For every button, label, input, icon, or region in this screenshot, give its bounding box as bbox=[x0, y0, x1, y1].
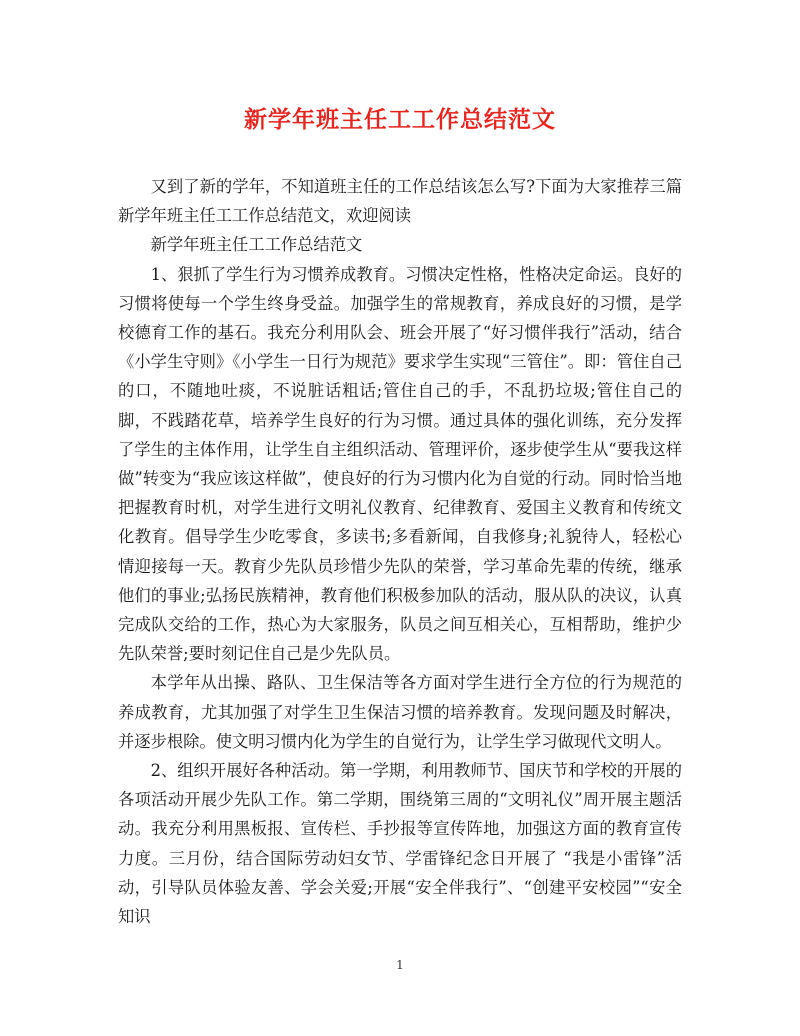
page-number: 1 bbox=[396, 958, 404, 972]
paragraph-2: 本学年从出操、路队、卫生保洁等各方面对学生进行全方位的行为规范的养成教育，尤其加强了对学生卫生保洁习惯的培养教育。发现问题及时解决，并逐步根除。使文明习惯内化为学生的自觉行为，让学生学习做现代文明人。 bbox=[118, 673, 682, 751]
paragraph-intro: 又到了新的学年，不知道班主任的工作总结该怎么写?下面为大家推荐三篇新学年班主任工工作总结范文，欢迎阅读 bbox=[118, 177, 682, 226]
document-title: 新学年班主任工工作总结范文 bbox=[244, 106, 556, 133]
document-body bbox=[118, 172, 682, 931]
paragraph-1: 1、狠抓了学生行为习惯养成教育。习惯决定性格，性格决定命运。良好的习惯将使每一个学生终身受益。加强学生的常规教育，养成良好的习惯，是学校德育工作的基石。我充分利用队会、班会开展了“好习惯伴我行”活动，结合《小学生守则》《小学生一日行为规范》要求学生实现“三管住”。即：管住自己的口，不随地吐痰，不说脏话粗话;管住自己的手，不乱扔垃圾;管住自己的脚，不践踏花草，培养学生良好的行为习惯。通过具体的强化训练，充分发挥了学生的主体作用，让学生自主组织活动、管理评价，逐步使学生从“要我这样做”转变为“我应该这样做”，使良好的行为习惯内化为自觉的行动。同时恰当地把握教育时机，对学生进行文明礼仪教育、纪律教育、爱国主义教育和传统文化教育。倡导学生少吃零食，多读书;多看新闻，自我修身;礼貌待人，轻松心情迎接每一天。教育少先队员珍惜少先队的荣誉，学习革命先辈的传统，继承他们的事业;弘扬民族精神，教育他们积极参加队的活动，服从队的决议，认真完成队交给的工作，热心为大家服务，队员之间互相关心，互相帮助，维护少先队荣誉;要时刻记住自己是少先队员。 bbox=[118, 264, 682, 664]
paragraph-subtitle: 新学年班主任工工作总结范文 bbox=[150, 235, 363, 255]
paragraph-3: 2、组织开展好各种活动。第一学期，利用教师节、国庆节和学校的开展的各项活动开展少先队工作。第二学期，围绕第三周的“文明礼仪”周开展主题活动。我充分利用黑板报、宣传栏、手抄报等宣传阵地，加强这方面的教育宣传力度。三月份，结合国际劳动妇女节、学雷锋纪念日开展了 “我是小雷锋”活动，引导队员体验友善、学会关爱;开展“安全伴我行”、“创建平安校园”“安全知识 bbox=[118, 761, 682, 927]
